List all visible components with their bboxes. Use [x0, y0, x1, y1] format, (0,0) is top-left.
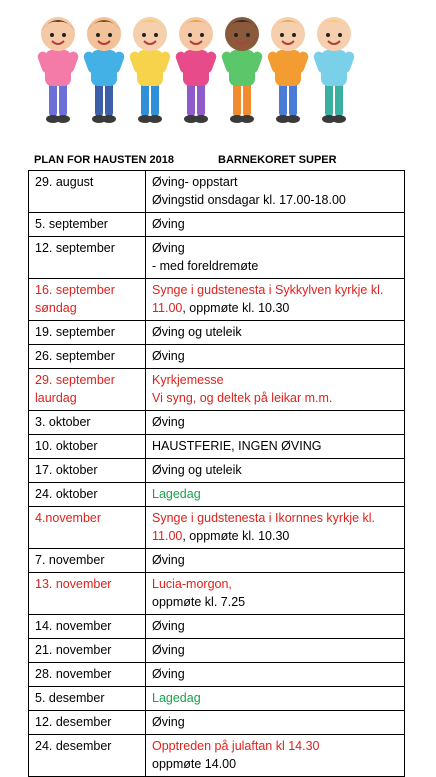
kid-leg: [289, 82, 297, 116]
activity-line: Synge i gudstenesta i Ikornnes kyrkje kl.: [152, 511, 376, 525]
schedule-date: [29, 237, 146, 279]
schedule-date: [29, 639, 146, 663]
schedule-row: [29, 279, 405, 321]
activity-line: Øving: [152, 349, 185, 363]
kid-leg: [105, 82, 113, 116]
activity-line: - med foreldremøte: [152, 259, 259, 273]
schedule-row: [29, 735, 405, 777]
activity-line: Lagedag: [152, 487, 201, 501]
schedule-activity: [146, 573, 405, 615]
schedule-activity: [146, 435, 405, 459]
date-text: 19. september: [35, 325, 115, 339]
kid-shoe: [56, 115, 70, 123]
schedule-row: [29, 549, 405, 573]
weekday-text: laurdag: [35, 391, 77, 405]
schedule-row: [29, 237, 405, 279]
kid-leg: [151, 82, 159, 116]
activity-line: Øving: [152, 217, 185, 231]
kid-shoe: [240, 115, 254, 123]
activity-line: Lagedag: [152, 691, 201, 705]
date-text: 13. november: [35, 577, 112, 591]
date-text: 5. desember: [35, 691, 105, 705]
kid-leg: [243, 82, 251, 116]
schedule-row: [29, 171, 405, 213]
children-illustration: [36, 6, 366, 130]
schedule-row: [29, 369, 405, 411]
kid-leg: [325, 82, 333, 116]
activity-text: 11.00: [152, 529, 183, 543]
kid-leg: [95, 82, 103, 116]
kid-head: [271, 17, 305, 51]
schedule-row: [29, 639, 405, 663]
schedule-date: [29, 735, 146, 777]
activity-line: oppmøte 14.00: [152, 757, 237, 771]
schedule-activity: [146, 687, 405, 711]
schedule-activity: [146, 639, 405, 663]
plan-title: PLAN FOR HAUSTEN 2018: [34, 154, 174, 166]
schedule-date: [29, 411, 146, 435]
kid-shoe: [148, 115, 162, 123]
kid-eye: [292, 33, 296, 37]
schedule-date: [29, 663, 146, 687]
choir-name: BARNEKORET SUPER: [218, 154, 337, 166]
activity-line: HAUSTFERIE, INGEN ØVING: [152, 439, 322, 453]
date-text: 4.november: [35, 511, 102, 525]
kid-leg: [335, 82, 343, 116]
kid-eye: [246, 33, 250, 37]
activity-line: Kyrkjemesse: [152, 373, 224, 387]
schedule-row: [29, 435, 405, 459]
schedule-date: [29, 279, 146, 321]
schedule-row: [29, 711, 405, 735]
activity-line: Lucia-morgon,: [152, 577, 232, 591]
date-text: 14. november: [35, 619, 112, 633]
schedule-table: [28, 170, 405, 777]
schedule-row: [29, 321, 405, 345]
activity-line: Øving: [152, 715, 185, 729]
kid-leg: [279, 82, 287, 116]
schedule-activity: [146, 615, 405, 639]
kid-shoe: [332, 115, 346, 123]
schedule-row: [29, 687, 405, 711]
schedule-date: [29, 171, 146, 213]
activity-line: Øving: [152, 667, 185, 681]
kid-eye: [338, 33, 342, 37]
schedule-date: [29, 507, 146, 549]
kid-head: [317, 17, 351, 51]
schedule-activity: [146, 369, 405, 411]
kid-eye: [62, 33, 66, 37]
schedule-activity: [146, 411, 405, 435]
date-text: 24. oktober: [35, 487, 98, 501]
schedule-activity: [146, 483, 405, 507]
date-text: 10. oktober: [35, 439, 98, 453]
kid-eye: [234, 33, 238, 37]
activity-line: Øving: [152, 553, 185, 567]
date-text: 26. september: [35, 349, 115, 363]
date-text: 29. august: [35, 175, 94, 189]
kid-eye: [108, 33, 112, 37]
schedule-date: [29, 369, 146, 411]
activity-line: [152, 527, 399, 545]
schedule-row: [29, 573, 405, 615]
schedule-date: [29, 711, 146, 735]
kid-eye: [142, 33, 146, 37]
kid-eye: [154, 33, 158, 37]
schedule-activity: [146, 507, 405, 549]
kid-leg: [233, 82, 241, 116]
date-text: 17. oktober: [35, 463, 98, 477]
kid-head: [41, 17, 75, 51]
date-text: 12. september: [35, 241, 115, 255]
schedule-date: [29, 483, 146, 507]
kid-leg: [141, 82, 149, 116]
date-text: 29. september: [35, 373, 115, 387]
activity-line: Øving: [152, 643, 185, 657]
date-text: 3. oktober: [35, 415, 91, 429]
date-text: 7. november: [35, 553, 105, 567]
activity-text: 11.00: [152, 301, 183, 315]
date-text: 21. november: [35, 643, 112, 657]
schedule-date: [29, 687, 146, 711]
kid-eye: [326, 33, 330, 37]
schedule-date: [29, 573, 146, 615]
schedule-date: [29, 615, 146, 639]
schedule-row: [29, 345, 405, 369]
activity-text: , oppmøte kl. 10.30: [182, 529, 290, 543]
kid-leg: [197, 82, 205, 116]
kid-eye: [188, 33, 192, 37]
kid-leg: [187, 82, 195, 116]
schedule-row: [29, 213, 405, 237]
schedule-row: [29, 483, 405, 507]
schedule-row: [29, 663, 405, 687]
activity-line: Vi syng, og deltek på leikar m.m.: [152, 391, 333, 405]
kid-eye: [96, 33, 100, 37]
kid-leg: [49, 82, 57, 116]
schedule-activity: [146, 735, 405, 777]
activity-line: oppmøte kl. 7.25: [152, 595, 246, 609]
schedule-activity: [146, 663, 405, 687]
schedule-row: [29, 507, 405, 549]
activity-text: , oppmøte kl. 10.30: [182, 301, 290, 315]
kid-head: [133, 17, 167, 51]
schedule-activity: [146, 549, 405, 573]
schedule-date: [29, 213, 146, 237]
date-text: 12. desember: [35, 715, 112, 729]
date-text: 5. september: [35, 217, 108, 231]
schedule-activity: [146, 237, 405, 279]
kid-shoe: [286, 115, 300, 123]
schedule-date: [29, 459, 146, 483]
schedule-activity: [146, 321, 405, 345]
schedule-activity: [146, 459, 405, 483]
schedule-row: [29, 459, 405, 483]
schedule-activity: [146, 279, 405, 321]
activity-line: Opptreden på julaftan kl 14.30: [152, 739, 320, 753]
schedule-activity: [146, 711, 405, 735]
date-text: 16. september: [35, 283, 115, 297]
date-text: 24. desember: [35, 739, 112, 753]
kid-head: [225, 17, 259, 51]
activity-line: Øving: [152, 619, 185, 633]
kid-shoe: [194, 115, 208, 123]
activity-line: Øving og uteleik: [152, 463, 242, 477]
schedule-row: [29, 615, 405, 639]
activity-line: Øvingstid onsdagar kl. 17.00-18.00: [152, 193, 346, 207]
date-text: 28. november: [35, 667, 112, 681]
kid-shoe: [102, 115, 116, 123]
activity-line: Øving: [152, 415, 185, 429]
activity-line: Synge i gudstenesta i Sykkylven kyrkje kl.: [152, 283, 384, 297]
schedule-row: [29, 411, 405, 435]
schedule-date: [29, 549, 146, 573]
schedule-activity: [146, 213, 405, 237]
kid-eye: [280, 33, 284, 37]
schedule-activity: [146, 345, 405, 369]
weekday-text: søndag: [35, 301, 77, 315]
activity-line: Øving: [152, 241, 185, 255]
schedule-activity: [146, 171, 405, 213]
activity-line: [152, 299, 399, 317]
schedule-date: [29, 435, 146, 459]
schedule-date: [29, 345, 146, 369]
kid-leg: [59, 82, 67, 116]
activity-line: Øving- oppstart: [152, 175, 238, 189]
kid-head: [87, 17, 121, 51]
activity-line: Øving og uteleik: [152, 325, 242, 339]
kid-eye: [50, 33, 54, 37]
schedule-date: [29, 321, 146, 345]
kid-head: [179, 17, 213, 51]
kid-eye: [200, 33, 204, 37]
